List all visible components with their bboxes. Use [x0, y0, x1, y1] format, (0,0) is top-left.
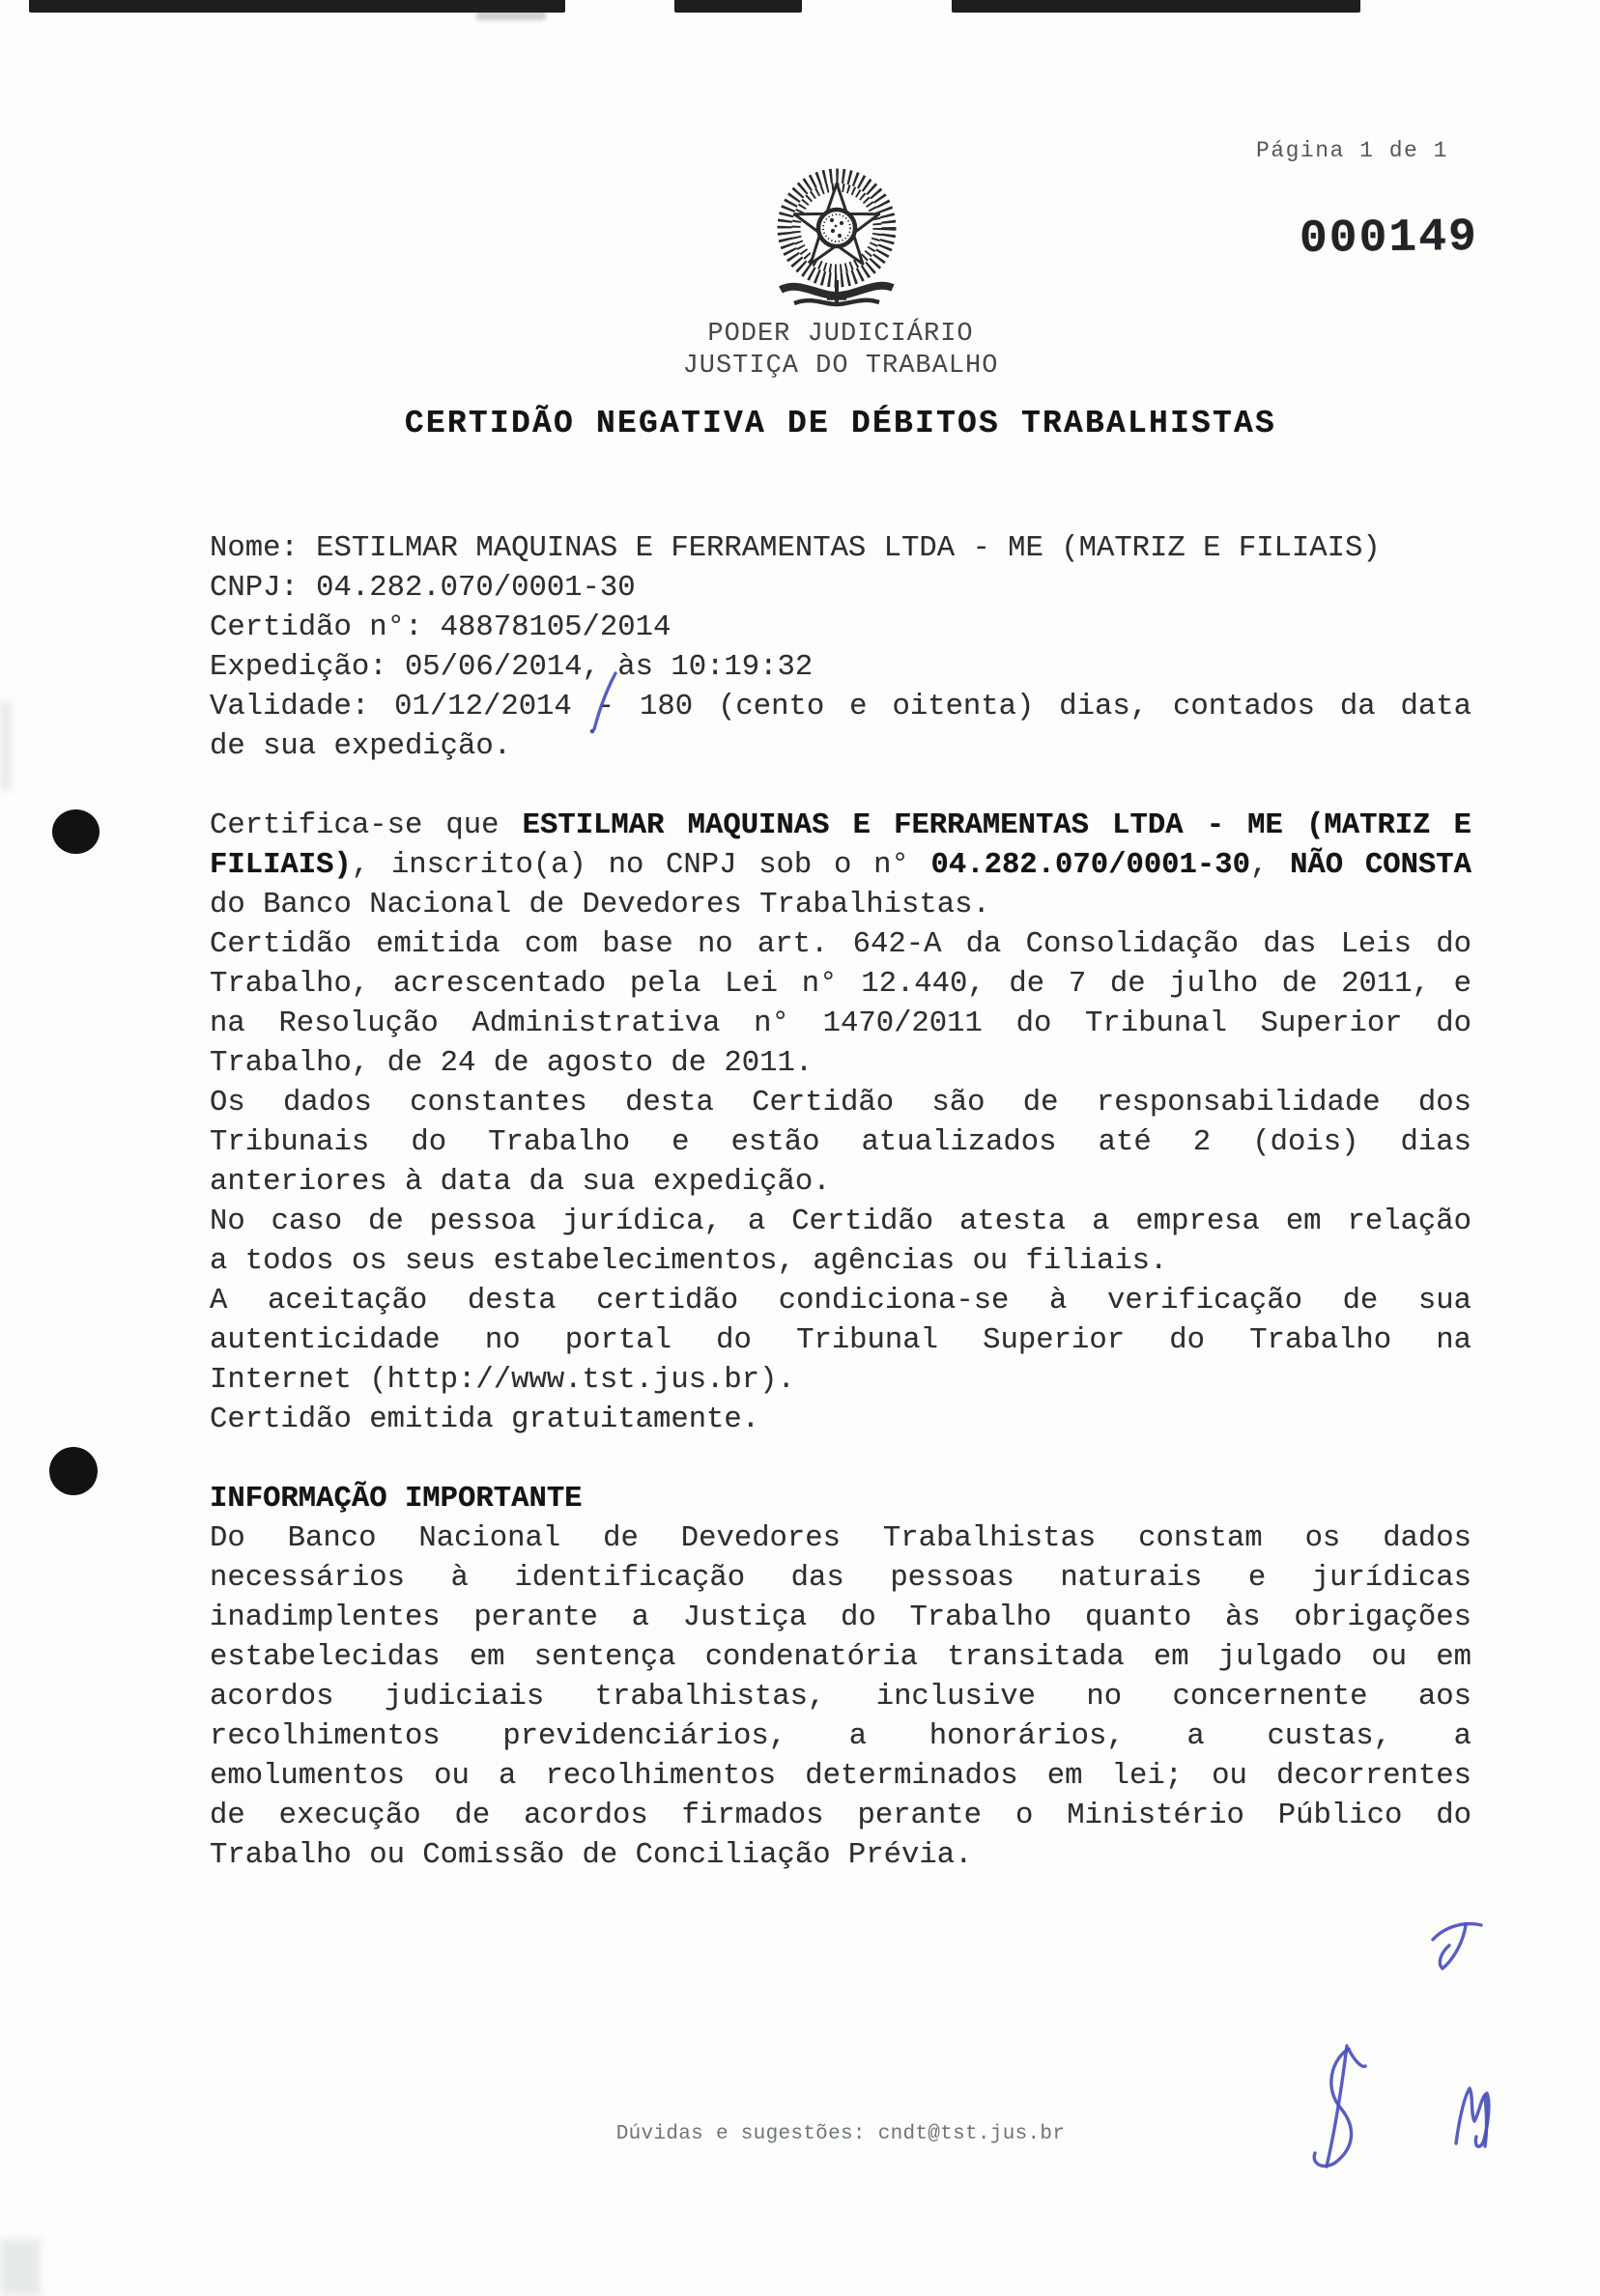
stamp-number: 000149 [1299, 212, 1479, 266]
document-line: na Resolução Administrativa n° 1470/2011 do Tribunal Superior do [210, 1007, 1471, 1040]
document-line: acordos judiciais trabalhistas, inclusive no concernente aos [210, 1681, 1471, 1714]
document-line: estabelecidas em sentença condenatória transitada em julgado ou em [210, 1641, 1471, 1674]
scan-smudge [0, 701, 12, 790]
document-line: Trabalho, acrescentado pela Lei n° 12.440, de 7 de julho de 2011, e [210, 968, 1471, 1001]
scan-smudge [0, 2239, 41, 2296]
scan-edge-segment [29, 0, 565, 13]
scan-edge-segment [952, 0, 1360, 13]
document-line: No caso de pessoa jurídica, a Certidão atesta a empresa em relação [210, 1205, 1471, 1238]
document-line: Trabalho, de 24 de agosto de 2011. [210, 1047, 814, 1080]
document-line: Trabalho ou Comissão de Conciliação Prévia. [210, 1839, 973, 1872]
org-line-justica-trabalho: JUSTIÇA DO TRABALHO [682, 352, 999, 381]
document-line: Certidão emitida com base no art. 642-A da Consolidação das Leis do [210, 928, 1471, 961]
document-line: Expedição: 05/06/2014, às 10:19:32 [210, 651, 814, 684]
document-line: Nome: ESTILMAR MAQUINAS E FERRAMENTAS LTDA - ME (MATRIZ E FILIAIS) [210, 532, 1381, 565]
scan-edge-artifact [0, 0, 1600, 23]
document-line: INFORMAÇÃO IMPORTANTE [210, 1483, 583, 1516]
document-title: CERTIDÃO NEGATIVA DE DÉBITOS TRABALHISTAS [404, 406, 1277, 441]
document-line: CNPJ: 04.282.070/0001-30 [210, 572, 636, 605]
page-indicator: Página 1 de 1 [1256, 138, 1448, 163]
document-line: FILIAIS), inscrito(a) no CNPJ sob o n° 04.282.070/0001-30, NÃO CONSTA [210, 849, 1472, 882]
document-line: anteriores à data da sua expedição. [210, 1166, 831, 1199]
document-line: Certifica-se que ESTILMAR MAQUINAS E FERRAMENTAS LTDA - ME (MATRIZ E [210, 809, 1471, 842]
document-line: inadimplentes perante a Justiça do Trabalho quanto às obrigações [210, 1602, 1471, 1634]
document-line: de execução de acordos firmados perante o Ministério Público do [210, 1800, 1471, 1832]
document-line: necessários à identificação das pessoas naturais e jurídicas [210, 1562, 1471, 1595]
document-line: Do Banco Nacional de Devedores Trabalhistas constam os dados [210, 1522, 1471, 1555]
document-line: Validade: 01/12/2014 - 180 (cento e oitenta) dias, contados da data [210, 691, 1471, 723]
document-line: Tribunais do Trabalho e estão atualizados até 2 (dois) dias [210, 1126, 1471, 1159]
scan-edge-segment [674, 0, 802, 13]
document-line: autenticidade no portal do Tribunal Superior do Trabalho na [210, 1324, 1471, 1357]
hole-punch-mark [52, 809, 100, 854]
document-line: do Banco Nacional de Devedores Trabalhistas. [210, 889, 990, 921]
org-line-poder-judiciario: PODER JUDICIÁRIO [707, 320, 974, 349]
document-line: de sua expedição. [210, 730, 512, 763]
document-line: A aceitação desta certidão condiciona-se à verificação de sua [210, 1285, 1471, 1318]
document-line: emolumentos ou a recolhimentos determinados em lei; ou decorrentes [210, 1760, 1471, 1793]
footer-contact: Dúvidas e sugestões: cndt@tst.jus.br [615, 2123, 1066, 2145]
document-line: Certidão n°: 48878105/2014 [210, 611, 671, 644]
org-header [210, 319, 1471, 383]
hole-punch-mark [49, 1447, 98, 1495]
document-line: a todos os seus estabelecimentos, agências ou filiais. [210, 1245, 1168, 1278]
document-body [210, 529, 1471, 1876]
pen-initial-mark [1433, 1924, 1481, 1969]
pen-signature-mark [1314, 2046, 1365, 2167]
document-line: recolhimentos previdenciários, a honorários, a custas, a [210, 1720, 1471, 1753]
document-line: Internet (http://www.tst.jus.br). [210, 1364, 795, 1397]
document-line: Certidão emitida gratuitamente. [210, 1403, 760, 1436]
coat-of-arms-icon [765, 160, 908, 313]
document-line: Os dados constantes desta Certidão são de responsabilidade dos [210, 1087, 1471, 1120]
